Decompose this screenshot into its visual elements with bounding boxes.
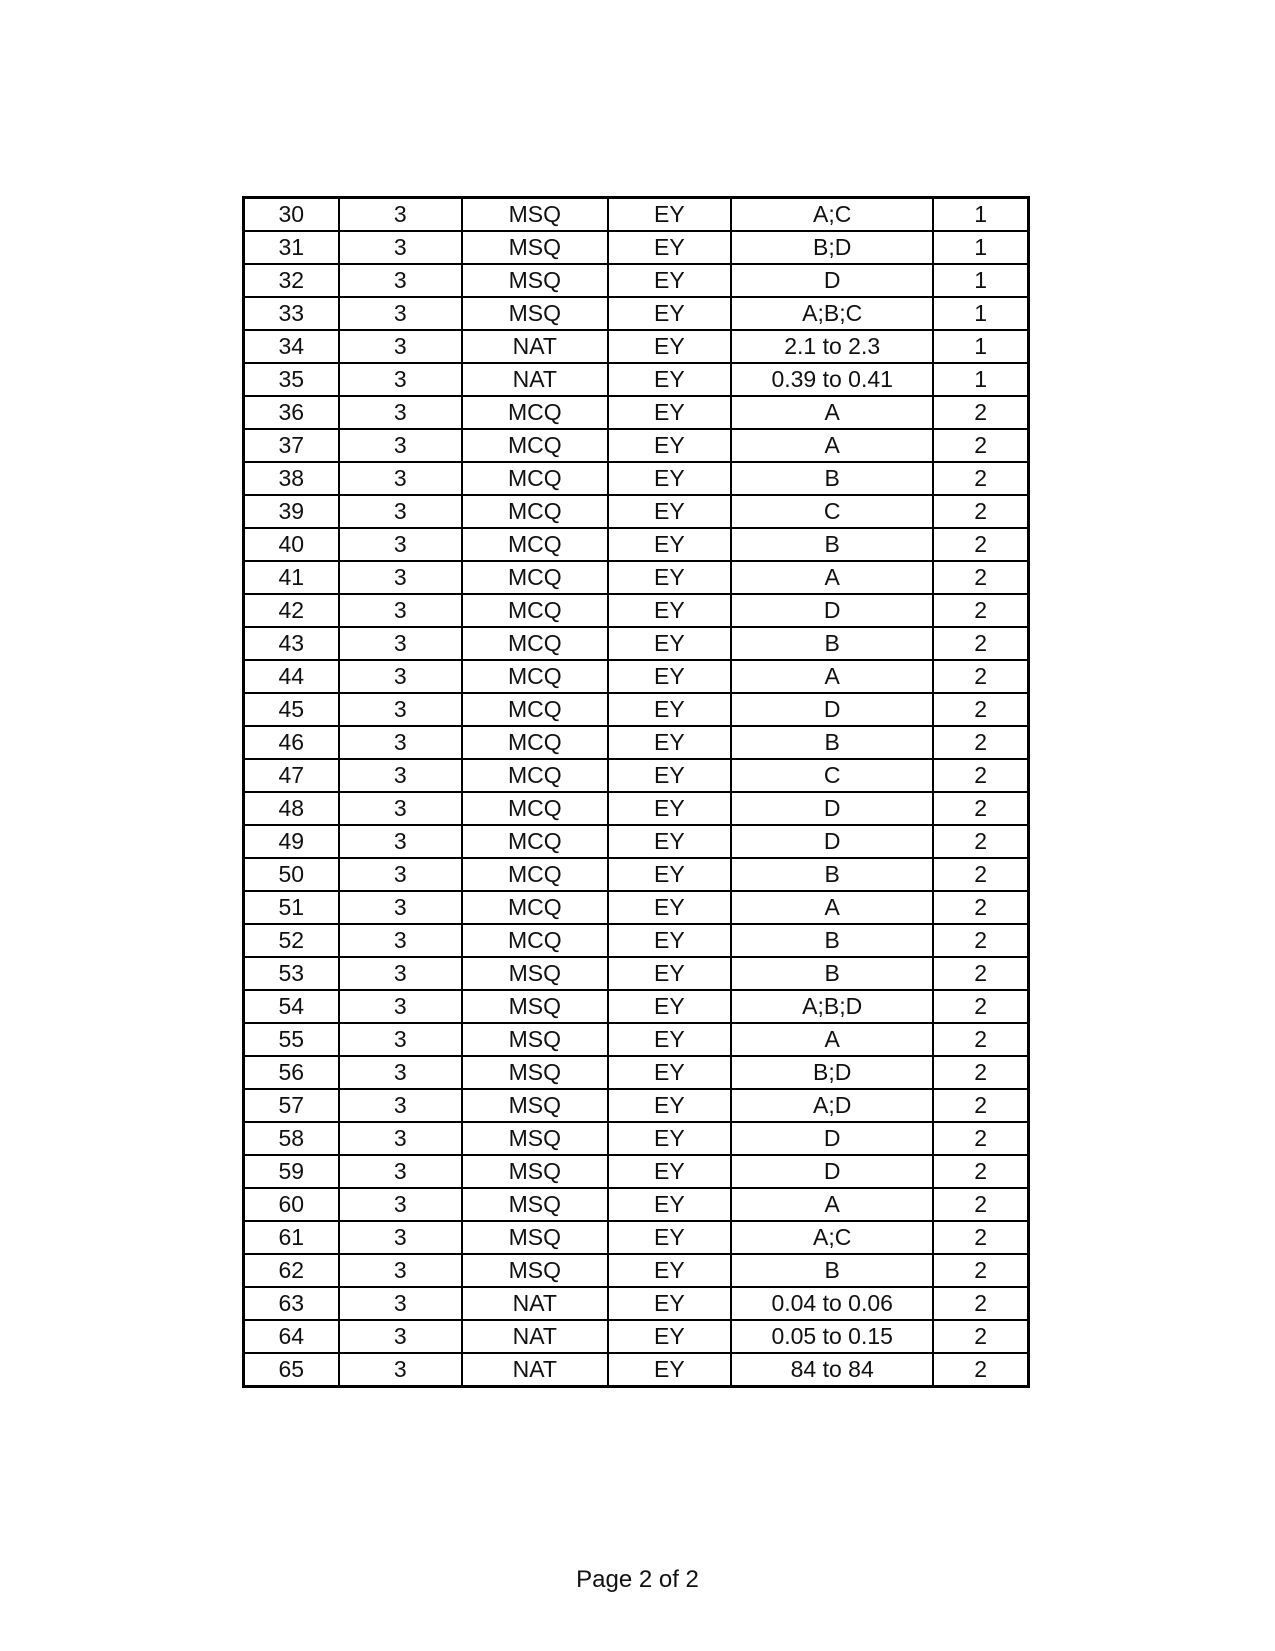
- table-row: [244, 825, 1029, 858]
- table-row: [244, 858, 1029, 891]
- marks-cell: 2: [933, 1254, 1028, 1287]
- question-type-cell: MCQ: [462, 858, 608, 891]
- table-row: [244, 561, 1029, 594]
- question-type-cell: MSQ: [462, 198, 608, 232]
- question-type-cell: MSQ: [462, 1155, 608, 1188]
- section-cell: 3: [339, 858, 462, 891]
- paper-code-cell: EY: [608, 1221, 731, 1254]
- table-row: [244, 627, 1029, 660]
- section-cell: 3: [339, 528, 462, 561]
- section-cell: 3: [339, 1155, 462, 1188]
- section-cell: 3: [339, 990, 462, 1023]
- answer-key-cell: 0.04 to 0.06: [731, 1287, 933, 1320]
- marks-cell: 2: [933, 429, 1028, 462]
- table-row: [244, 660, 1029, 693]
- section-cell: 3: [339, 1023, 462, 1056]
- section-cell: 3: [339, 1056, 462, 1089]
- table-row: [244, 1089, 1029, 1122]
- question-type-cell: NAT: [462, 1287, 608, 1320]
- section-cell: 3: [339, 1089, 462, 1122]
- marks-cell: 2: [933, 594, 1028, 627]
- section-cell: 3: [339, 1122, 462, 1155]
- table-row: [244, 1287, 1029, 1320]
- table-row: [244, 1254, 1029, 1287]
- question-number-cell: 59: [244, 1155, 339, 1188]
- question-number-cell: 44: [244, 660, 339, 693]
- paper-code-cell: EY: [608, 660, 731, 693]
- answer-key-cell: B: [731, 528, 933, 561]
- answer-key-cell: A;B;D: [731, 990, 933, 1023]
- marks-cell: 2: [933, 759, 1028, 792]
- marks-cell: 2: [933, 957, 1028, 990]
- question-number-cell: 64: [244, 1320, 339, 1353]
- table-row: [244, 693, 1029, 726]
- answer-key-cell: B: [731, 924, 933, 957]
- question-number-cell: 40: [244, 528, 339, 561]
- marks-cell: 1: [933, 363, 1028, 396]
- question-number-cell: 60: [244, 1188, 339, 1221]
- section-cell: 3: [339, 363, 462, 396]
- marks-cell: 2: [933, 825, 1028, 858]
- table-row: [244, 363, 1029, 396]
- paper-code-cell: EY: [608, 396, 731, 429]
- table-row: [244, 726, 1029, 759]
- answer-key-cell: A: [731, 1023, 933, 1056]
- question-type-cell: NAT: [462, 363, 608, 396]
- question-number-cell: 33: [244, 297, 339, 330]
- question-number-cell: 30: [244, 198, 339, 232]
- table-row: [244, 1056, 1029, 1089]
- answer-key-cell: A: [731, 1188, 933, 1221]
- section-cell: 3: [339, 924, 462, 957]
- question-number-cell: 45: [244, 693, 339, 726]
- marks-cell: 1: [933, 297, 1028, 330]
- answer-key-cell: B: [731, 726, 933, 759]
- paper-code-cell: EY: [608, 363, 731, 396]
- question-type-cell: MCQ: [462, 594, 608, 627]
- table-row: [244, 924, 1029, 957]
- table-row: [244, 297, 1029, 330]
- table-row: [244, 264, 1029, 297]
- paper-code-cell: EY: [608, 231, 731, 264]
- question-type-cell: MCQ: [462, 627, 608, 660]
- paper-code-cell: EY: [608, 462, 731, 495]
- marks-cell: 2: [933, 792, 1028, 825]
- page-number: Page 2 of 2: [576, 1566, 699, 1593]
- table-row: [244, 759, 1029, 792]
- paper-code-cell: EY: [608, 1188, 731, 1221]
- answer-key-cell: B: [731, 627, 933, 660]
- question-type-cell: MSQ: [462, 1122, 608, 1155]
- question-type-cell: MSQ: [462, 1188, 608, 1221]
- table-row: [244, 594, 1029, 627]
- paper-code-cell: EY: [608, 990, 731, 1023]
- paper-code-cell: EY: [608, 759, 731, 792]
- question-type-cell: MSQ: [462, 297, 608, 330]
- marks-cell: 2: [933, 561, 1028, 594]
- answer-key-body: [244, 198, 1029, 1387]
- section-cell: 3: [339, 198, 462, 232]
- table-row: [244, 396, 1029, 429]
- marks-cell: 2: [933, 495, 1028, 528]
- table-row: [244, 495, 1029, 528]
- marks-cell: 2: [933, 726, 1028, 759]
- marks-cell: 2: [933, 1122, 1028, 1155]
- question-type-cell: MSQ: [462, 957, 608, 990]
- question-number-cell: 55: [244, 1023, 339, 1056]
- question-type-cell: MCQ: [462, 792, 608, 825]
- question-number-cell: 43: [244, 627, 339, 660]
- table-row: [244, 1155, 1029, 1188]
- paper-code-cell: EY: [608, 561, 731, 594]
- answer-key-cell: A;C: [731, 1221, 933, 1254]
- section-cell: 3: [339, 957, 462, 990]
- question-type-cell: MSQ: [462, 1089, 608, 1122]
- answer-key-cell: D: [731, 792, 933, 825]
- question-number-cell: 57: [244, 1089, 339, 1122]
- question-number-cell: 65: [244, 1353, 339, 1387]
- answer-key-cell: B: [731, 462, 933, 495]
- table-row: [244, 990, 1029, 1023]
- question-type-cell: MCQ: [462, 693, 608, 726]
- section-cell: 3: [339, 627, 462, 660]
- answer-key-cell: D: [731, 1122, 933, 1155]
- answer-key-table: [242, 196, 1030, 1388]
- question-type-cell: MSQ: [462, 1254, 608, 1287]
- answer-key-cell: 0.05 to 0.15: [731, 1320, 933, 1353]
- question-type-cell: MCQ: [462, 396, 608, 429]
- answer-key-cell: B;D: [731, 1056, 933, 1089]
- paper-code-cell: EY: [608, 495, 731, 528]
- section-cell: 3: [339, 396, 462, 429]
- section-cell: 3: [339, 759, 462, 792]
- marks-cell: 2: [933, 858, 1028, 891]
- table-row: [244, 1320, 1029, 1353]
- section-cell: 3: [339, 429, 462, 462]
- table-row: [244, 1122, 1029, 1155]
- question-type-cell: MCQ: [462, 759, 608, 792]
- marks-cell: 2: [933, 660, 1028, 693]
- table-row: [244, 429, 1029, 462]
- question-type-cell: MCQ: [462, 891, 608, 924]
- marks-cell: 2: [933, 1056, 1028, 1089]
- table-row: [244, 1221, 1029, 1254]
- section-cell: 3: [339, 264, 462, 297]
- question-number-cell: 32: [244, 264, 339, 297]
- table-row: [244, 792, 1029, 825]
- table-row: [244, 1023, 1029, 1056]
- marks-cell: 2: [933, 462, 1028, 495]
- paper-code-cell: EY: [608, 1353, 731, 1387]
- question-type-cell: MCQ: [462, 660, 608, 693]
- paper-code-cell: EY: [608, 330, 731, 363]
- paper-code-cell: EY: [608, 1320, 731, 1353]
- paper-code-cell: EY: [608, 693, 731, 726]
- section-cell: 3: [339, 297, 462, 330]
- section-cell: 3: [339, 561, 462, 594]
- answer-key-cell: C: [731, 495, 933, 528]
- marks-cell: 1: [933, 264, 1028, 297]
- marks-cell: 2: [933, 1188, 1028, 1221]
- answer-key-cell: A;D: [731, 1089, 933, 1122]
- marks-cell: 2: [933, 1320, 1028, 1353]
- paper-code-cell: EY: [608, 1122, 731, 1155]
- paper-code-cell: EY: [608, 1023, 731, 1056]
- paper-code-cell: EY: [608, 891, 731, 924]
- question-number-cell: 42: [244, 594, 339, 627]
- question-number-cell: 62: [244, 1254, 339, 1287]
- answer-key-cell: D: [731, 594, 933, 627]
- marks-cell: 2: [933, 924, 1028, 957]
- section-cell: 3: [339, 1188, 462, 1221]
- question-type-cell: NAT: [462, 1353, 608, 1387]
- section-cell: 3: [339, 462, 462, 495]
- question-number-cell: 31: [244, 231, 339, 264]
- answer-key-cell: C: [731, 759, 933, 792]
- question-type-cell: MCQ: [462, 429, 608, 462]
- paper-code-cell: EY: [608, 594, 731, 627]
- section-cell: 3: [339, 495, 462, 528]
- marks-cell: 1: [933, 198, 1028, 232]
- question-type-cell: MSQ: [462, 1056, 608, 1089]
- answer-key-cell: A: [731, 891, 933, 924]
- section-cell: 3: [339, 330, 462, 363]
- question-number-cell: 50: [244, 858, 339, 891]
- question-type-cell: MCQ: [462, 495, 608, 528]
- marks-cell: 1: [933, 231, 1028, 264]
- paper-code-cell: EY: [608, 264, 731, 297]
- question-number-cell: 36: [244, 396, 339, 429]
- question-type-cell: MSQ: [462, 1221, 608, 1254]
- question-number-cell: 49: [244, 825, 339, 858]
- question-type-cell: MSQ: [462, 1023, 608, 1056]
- paper-code-cell: EY: [608, 825, 731, 858]
- answer-key-cell: 0.39 to 0.41: [731, 363, 933, 396]
- section-cell: 3: [339, 825, 462, 858]
- paper-code-cell: EY: [608, 297, 731, 330]
- question-type-cell: MSQ: [462, 990, 608, 1023]
- paper-code-cell: EY: [608, 198, 731, 232]
- paper-code-cell: EY: [608, 1155, 731, 1188]
- answer-key-cell: A: [731, 429, 933, 462]
- answer-key-cell: A;C: [731, 198, 933, 232]
- section-cell: 3: [339, 1287, 462, 1320]
- question-number-cell: 38: [244, 462, 339, 495]
- paper-code-cell: EY: [608, 1287, 731, 1320]
- paper-code-cell: EY: [608, 792, 731, 825]
- question-type-cell: MSQ: [462, 231, 608, 264]
- question-number-cell: 46: [244, 726, 339, 759]
- answer-key-cell: B: [731, 858, 933, 891]
- answer-key-cell: A;B;C: [731, 297, 933, 330]
- marks-cell: 2: [933, 528, 1028, 561]
- marks-cell: 2: [933, 1155, 1028, 1188]
- answer-key-cell: D: [731, 1155, 933, 1188]
- question-type-cell: MCQ: [462, 561, 608, 594]
- table-row: [244, 231, 1029, 264]
- marks-cell: 1: [933, 330, 1028, 363]
- paper-code-cell: EY: [608, 924, 731, 957]
- question-number-cell: 48: [244, 792, 339, 825]
- question-number-cell: 47: [244, 759, 339, 792]
- table-row: [244, 462, 1029, 495]
- question-number-cell: 56: [244, 1056, 339, 1089]
- answer-key-cell: D: [731, 693, 933, 726]
- paper-code-cell: EY: [608, 528, 731, 561]
- question-number-cell: 37: [244, 429, 339, 462]
- section-cell: 3: [339, 594, 462, 627]
- paper-code-cell: EY: [608, 627, 731, 660]
- section-cell: 3: [339, 660, 462, 693]
- marks-cell: 2: [933, 396, 1028, 429]
- paper-code-cell: EY: [608, 1056, 731, 1089]
- section-cell: 3: [339, 1254, 462, 1287]
- section-cell: 3: [339, 891, 462, 924]
- table-row: [244, 528, 1029, 561]
- question-type-cell: MCQ: [462, 924, 608, 957]
- answer-key-cell: A: [731, 660, 933, 693]
- answer-key-cell: A: [731, 396, 933, 429]
- section-cell: 3: [339, 231, 462, 264]
- question-type-cell: MCQ: [462, 528, 608, 561]
- question-number-cell: 51: [244, 891, 339, 924]
- marks-cell: 2: [933, 891, 1028, 924]
- question-type-cell: NAT: [462, 330, 608, 363]
- section-cell: 3: [339, 792, 462, 825]
- paper-code-cell: EY: [608, 429, 731, 462]
- question-number-cell: 58: [244, 1122, 339, 1155]
- question-number-cell: 35: [244, 363, 339, 396]
- paper-code-cell: EY: [608, 1089, 731, 1122]
- question-number-cell: 53: [244, 957, 339, 990]
- table-row: [244, 1188, 1029, 1221]
- answer-key-cell: D: [731, 825, 933, 858]
- question-type-cell: NAT: [462, 1320, 608, 1353]
- question-type-cell: MCQ: [462, 825, 608, 858]
- question-number-cell: 63: [244, 1287, 339, 1320]
- answer-key-cell: 2.1 to 2.3: [731, 330, 933, 363]
- paper-code-cell: EY: [608, 957, 731, 990]
- marks-cell: 2: [933, 693, 1028, 726]
- section-cell: 3: [339, 693, 462, 726]
- table-row: [244, 330, 1029, 363]
- question-number-cell: 34: [244, 330, 339, 363]
- answer-key-cell: 84 to 84: [731, 1353, 933, 1387]
- question-number-cell: 54: [244, 990, 339, 1023]
- paper-code-cell: EY: [608, 1254, 731, 1287]
- question-number-cell: 41: [244, 561, 339, 594]
- marks-cell: 2: [933, 990, 1028, 1023]
- answer-key-cell: B: [731, 1254, 933, 1287]
- answer-key-cell: D: [731, 264, 933, 297]
- table-row: [244, 198, 1029, 232]
- marks-cell: 2: [933, 1089, 1028, 1122]
- question-number-cell: 52: [244, 924, 339, 957]
- answer-key-cell: A: [731, 561, 933, 594]
- paper-code-cell: EY: [608, 858, 731, 891]
- paper-code-cell: EY: [608, 726, 731, 759]
- question-type-cell: MCQ: [462, 726, 608, 759]
- table-row: [244, 891, 1029, 924]
- table-row: [244, 1353, 1029, 1387]
- marks-cell: 2: [933, 1221, 1028, 1254]
- question-type-cell: MSQ: [462, 264, 608, 297]
- answer-key-cell: B: [731, 957, 933, 990]
- question-number-cell: 39: [244, 495, 339, 528]
- table-row: [244, 957, 1029, 990]
- section-cell: 3: [339, 1221, 462, 1254]
- answer-key-cell: B;D: [731, 231, 933, 264]
- question-type-cell: MCQ: [462, 462, 608, 495]
- section-cell: 3: [339, 1320, 462, 1353]
- section-cell: 3: [339, 726, 462, 759]
- marks-cell: 2: [933, 627, 1028, 660]
- marks-cell: 2: [933, 1353, 1028, 1387]
- question-number-cell: 61: [244, 1221, 339, 1254]
- marks-cell: 2: [933, 1287, 1028, 1320]
- marks-cell: 2: [933, 1023, 1028, 1056]
- section-cell: 3: [339, 1353, 462, 1387]
